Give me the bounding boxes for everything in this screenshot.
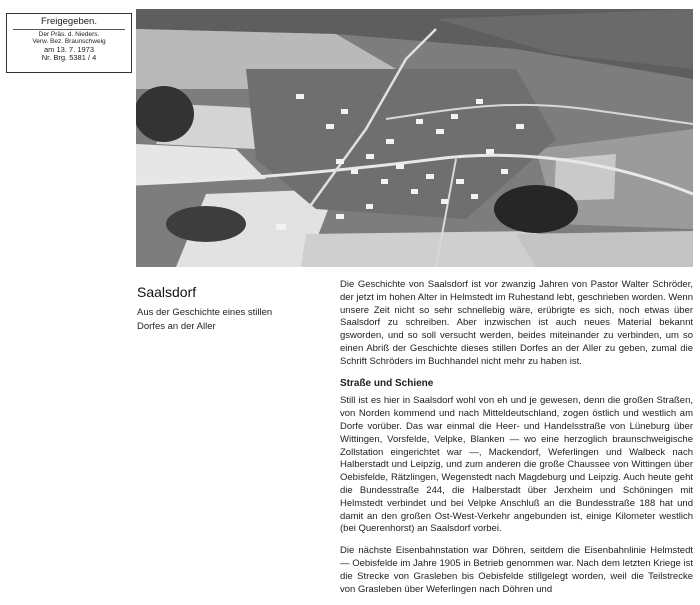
intro-paragraph: Die Geschichte von Saalsdorf ist vor zwanzig Jahren von Pastor Walter Schröder, der jetzt im hohen Alter in Helmstedt im Ruhestand lebt, geschrieben worden. Wenn unsere Zeit nicht so sehr schnellebig wäre, erübrigte es sich, noch etwas über Saalsdorf zu schreiben. Aber inzwischen ist auch neues Material bekannt gsworden, und so soll versucht werden, beides miteinander zu verbinden, um so einen Abriß der Geschichte dieses stillen Dorfes an der Aller zu geben, zumal die Schrift Schröders im Buchhandel nicht mehr zu haben ist. bbox=[340, 279, 693, 367]
article-subtitle: Aus der Geschichte eines stillen Dorfes an der Aller bbox=[137, 307, 273, 332]
aerial-village-photo bbox=[136, 9, 693, 267]
body-paragraph: Still ist es hier in Saalsdorf wohl von eh und je gewesen, denn die großen Straßen, von Norden kommend und nach Mitteldeutschland, zogen östlich und westlich am Dorfe vorüber. Das war einmal die Heer- und Handelsstraße von Lüneburg über Wittingen, Vorsfelde, Velpke, Blanken — wo eine herzoglich braunschweigische Zollstation eingerichtet war —, Mackendorf, Weferlingen und Walbeck nach Halberstadt und Leipzig, und zum anderen die große Chaussee von Wittingen über Oebisfelde, Rätzlingen, Wegenstedt nach Magdeburg und Leipzig. Auch heute geht die Bundesstraße 244, die Halberstadt über Jerxheim und Schöningen mit Helmstedt verbindet und bei Velpke Anschluß an die Bundesstraße 188 hat und damit an den großen Ost-West-Verkehr angebunden ist, einige Kilometer westlich (bei Querenhorst) an Saalsdorf vorbei. bbox=[340, 395, 693, 535]
stamp-title: Freigegeben. bbox=[13, 17, 125, 30]
stamp-district: Verw. Bez. Braunschweig bbox=[32, 38, 106, 46]
body-paragraph: Die nächste Eisenbahnstation war Döhren, seitdem die Eisenbahnlinie Helmstedt — Oebisfelde im Jahre 1905 in Betrieb genommen war. Nach dem letzten Kriege ist die Strecke von Grasleben bis Oebisfelde stillgelegt worden, weil die Teilstrecke von Grasleben über Weferlingen nach Döhren und bbox=[340, 545, 693, 595]
stamp-date: am 13. 7. 1973 bbox=[43, 44, 95, 54]
section-heading: Straße und Schiene bbox=[340, 377, 434, 389]
article-title: Saalsdorf bbox=[137, 284, 197, 300]
stamp-number: Nr. Brg. 5381 / 4 bbox=[41, 53, 97, 63]
stamp-authority: Der Präs. d. Nieders. bbox=[38, 30, 100, 38]
approval-stamp bbox=[6, 13, 132, 73]
article-body bbox=[340, 279, 693, 605]
